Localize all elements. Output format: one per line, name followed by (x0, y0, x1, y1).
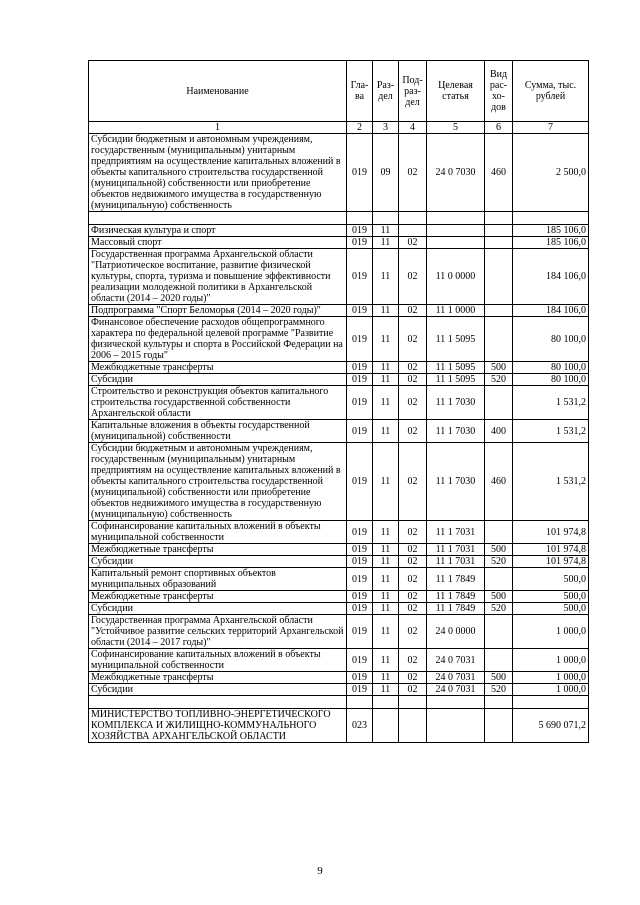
row-expense-type (485, 709, 513, 743)
row-name: Капитальный ремонт спортивных объектов муниципальных образований (89, 568, 347, 591)
row-sum: 184 106,0 (513, 249, 589, 305)
page-number: 9 (317, 865, 323, 877)
column-number: 7 (513, 122, 589, 134)
row-section: 11 (373, 521, 399, 544)
row-expense-type: 460 (485, 134, 513, 212)
row-sum: 80 100,0 (513, 374, 589, 386)
row-sum: 80 100,0 (513, 362, 589, 374)
row-sum: 1 000,0 (513, 684, 589, 696)
row-name (89, 212, 347, 225)
row-subsection: 02 (399, 603, 427, 615)
row-section: 11 (373, 544, 399, 556)
row-expense-type: 520 (485, 684, 513, 696)
table-row (89, 709, 589, 743)
row-sum (513, 696, 589, 709)
row-subsection: 02 (399, 374, 427, 386)
row-name: Межбюджетные трансферты (89, 672, 347, 684)
table-row (89, 374, 589, 386)
row-expense-type (485, 649, 513, 672)
row-target-article: 11 1 0000 (427, 305, 485, 317)
row-target-article: 24 0 7031 (427, 649, 485, 672)
row-name: Субсидии (89, 556, 347, 568)
row-name: Субсидии (89, 603, 347, 615)
row-target-article (427, 709, 485, 743)
row-sum: 184 106,0 (513, 305, 589, 317)
row-subsection (399, 696, 427, 709)
table-row (89, 591, 589, 603)
column-number: 1 (89, 122, 347, 134)
row-chapter: 019 (347, 386, 373, 420)
row-expense-type: 400 (485, 420, 513, 443)
row-expense-type: 520 (485, 556, 513, 568)
row-sum: 185 106,0 (513, 225, 589, 237)
row-target-article: 11 1 5095 (427, 374, 485, 386)
row-subsection: 02 (399, 684, 427, 696)
row-section: 11 (373, 362, 399, 374)
header-name: Наименование (89, 61, 347, 122)
row-expense-type: 500 (485, 672, 513, 684)
row-sum: 1 000,0 (513, 649, 589, 672)
row-target-article: 11 1 5095 (427, 317, 485, 362)
row-target-article: 11 1 7849 (427, 603, 485, 615)
row-subsection: 02 (399, 362, 427, 374)
row-sum: 1 000,0 (513, 615, 589, 649)
row-expense-type (485, 696, 513, 709)
row-target-article: 24 0 7030 (427, 134, 485, 212)
row-subsection (399, 212, 427, 225)
row-subsection: 02 (399, 521, 427, 544)
table-row (89, 237, 589, 249)
table-body (89, 134, 589, 743)
row-sum: 5 690 071,2 (513, 709, 589, 743)
row-section (373, 696, 399, 709)
row-chapter: 019 (347, 615, 373, 649)
row-sum: 500,0 (513, 591, 589, 603)
header-section: Раз-дел (373, 61, 399, 122)
row-section: 09 (373, 134, 399, 212)
row-name: Субсидии бюджетным и автономным учреждениям, государственным (муниципальным) унитарным предприятиям на осуществление капитальных вложений в объекты капитального строительства государственной (муниципальной) собственности или приобретение объектов недвижимого имущества в государственную (муниципальную) собственность (89, 134, 347, 212)
table-row (89, 603, 589, 615)
table-row (89, 225, 589, 237)
row-name: Межбюджетные трансферты (89, 362, 347, 374)
row-chapter: 019 (347, 672, 373, 684)
spacer-row (89, 696, 589, 709)
row-name: Субсидии (89, 684, 347, 696)
row-chapter: 019 (347, 556, 373, 568)
row-name: Физическая культура и спорт (89, 225, 347, 237)
row-expense-type: 520 (485, 374, 513, 386)
row-sum: 1 000,0 (513, 672, 589, 684)
row-expense-type: 520 (485, 603, 513, 615)
row-section: 11 (373, 615, 399, 649)
row-target-article: 11 1 7030 (427, 386, 485, 420)
header-row (89, 61, 589, 122)
row-target-article: 11 1 7849 (427, 591, 485, 603)
row-sum: 101 974,8 (513, 544, 589, 556)
row-target-article (427, 696, 485, 709)
row-section: 11 (373, 568, 399, 591)
table-row (89, 305, 589, 317)
table-row (89, 684, 589, 696)
row-name: Субсидии (89, 374, 347, 386)
row-chapter: 023 (347, 709, 373, 743)
row-subsection: 02 (399, 556, 427, 568)
row-section: 11 (373, 386, 399, 420)
row-chapter: 019 (347, 603, 373, 615)
row-target-article: 11 1 7030 (427, 443, 485, 521)
row-target-article: 24 0 0000 (427, 615, 485, 649)
column-number: 3 (373, 122, 399, 134)
header-chapter: Гла-ва (347, 61, 373, 122)
row-subsection: 02 (399, 591, 427, 603)
table-row (89, 672, 589, 684)
row-subsection: 02 (399, 237, 427, 249)
row-expense-type (485, 237, 513, 249)
column-number: 4 (399, 122, 427, 134)
header-target-article: Целевая статья (427, 61, 485, 122)
row-subsection: 02 (399, 615, 427, 649)
row-name: Межбюджетные трансферты (89, 544, 347, 556)
row-sum: 101 974,8 (513, 556, 589, 568)
row-subsection (399, 709, 427, 743)
row-section: 11 (373, 603, 399, 615)
row-chapter: 019 (347, 568, 373, 591)
row-expense-type (485, 305, 513, 317)
table-row (89, 615, 589, 649)
row-chapter: 019 (347, 249, 373, 305)
column-number: 2 (347, 122, 373, 134)
row-target-article: 24 0 7031 (427, 684, 485, 696)
row-section: 11 (373, 317, 399, 362)
row-name: Межбюджетные трансферты (89, 591, 347, 603)
row-name: Строительство и реконструкция объектов капитального строительства государственной собственности Архангельской области (89, 386, 347, 420)
table-row (89, 249, 589, 305)
row-name: Подпрограмма "Спорт Беломорья (2014 – 2020 годы)" (89, 305, 347, 317)
row-target-article: 11 1 7031 (427, 544, 485, 556)
row-sum: 101 974,8 (513, 521, 589, 544)
row-expense-type (485, 615, 513, 649)
row-expense-type (485, 249, 513, 305)
table-row (89, 386, 589, 420)
column-number: 5 (427, 122, 485, 134)
table-row (89, 362, 589, 374)
row-sum: 185 106,0 (513, 237, 589, 249)
header-subsection: Под-раз-дел (399, 61, 427, 122)
table-row (89, 649, 589, 672)
row-sum: 1 531,2 (513, 443, 589, 521)
row-expense-type (485, 521, 513, 544)
spacer-row (89, 212, 589, 225)
header-expense-type: Вид рас-хо-дов (485, 61, 513, 122)
row-subsection: 02 (399, 249, 427, 305)
row-chapter: 019 (347, 305, 373, 317)
row-expense-type: 460 (485, 443, 513, 521)
row-target-article (427, 237, 485, 249)
row-section: 11 (373, 249, 399, 305)
table-row (89, 556, 589, 568)
row-section: 11 (373, 237, 399, 249)
row-target-article (427, 212, 485, 225)
row-subsection: 02 (399, 134, 427, 212)
row-subsection: 02 (399, 649, 427, 672)
row-chapter: 019 (347, 544, 373, 556)
row-subsection: 02 (399, 317, 427, 362)
row-name: Государственная программа Архангельской области "Устойчивое развитие сельских территорий Архангельской области (2014 – 2017 годы)" (89, 615, 347, 649)
row-section: 11 (373, 443, 399, 521)
row-name: МИНИСТЕРСТВО ТОПЛИВНО-ЭНЕРГЕТИЧЕСКОГО КОМПЛЕКСА И ЖИЛИЩНО-КОММУНАЛЬНОГО ХОЗЯЙСТВА АРХАНГЕЛЬСКОЙ ОБЛАСТИ (89, 709, 347, 743)
row-sum: 500,0 (513, 568, 589, 591)
row-name: Финансовое обеспечение расходов общепрограммного характера по федеральной целевой программе "Развитие физической культуры и спорта в Российской Федерации на 2006 – 2015 годы" (89, 317, 347, 362)
row-sum: 1 531,2 (513, 386, 589, 420)
row-section: 11 (373, 556, 399, 568)
row-expense-type: 500 (485, 544, 513, 556)
row-name: Софинансирование капитальных вложений в объекты муниципальной собственности (89, 649, 347, 672)
row-section: 11 (373, 649, 399, 672)
row-section: 11 (373, 374, 399, 386)
row-sum (513, 212, 589, 225)
row-chapter (347, 212, 373, 225)
row-chapter: 019 (347, 225, 373, 237)
row-expense-type (485, 386, 513, 420)
table-row (89, 317, 589, 362)
row-expense-type (485, 317, 513, 362)
row-expense-type (485, 568, 513, 591)
budget-table (88, 60, 589, 743)
row-chapter: 019 (347, 521, 373, 544)
row-target-article: 11 1 7031 (427, 521, 485, 544)
table-row (89, 544, 589, 556)
row-expense-type (485, 212, 513, 225)
row-expense-type: 500 (485, 591, 513, 603)
row-section: 11 (373, 225, 399, 237)
row-subsection (399, 225, 427, 237)
row-name: Массовый спорт (89, 237, 347, 249)
row-chapter: 019 (347, 317, 373, 362)
row-name: Капитальные вложения в объекты государственной (муниципальной) собственности (89, 420, 347, 443)
row-name: Государственная программа Архангельской области "Патриотическое воспитание, развитие физической культуры, спорта, туризма и повышение эффективности реализации молодежной политики в Архангельской области (2014 – 2020 годы)" (89, 249, 347, 305)
row-chapter: 019 (347, 591, 373, 603)
column-number-row (89, 122, 589, 134)
row-chapter: 019 (347, 443, 373, 521)
row-subsection: 02 (399, 420, 427, 443)
column-number: 6 (485, 122, 513, 134)
row-subsection: 02 (399, 544, 427, 556)
row-section: 11 (373, 672, 399, 684)
row-sum: 1 531,2 (513, 420, 589, 443)
row-name: Софинансирование капитальных вложений в объекты муниципальной собственности (89, 521, 347, 544)
row-chapter: 019 (347, 684, 373, 696)
table-row (89, 568, 589, 591)
row-subsection: 02 (399, 386, 427, 420)
row-name: Субсидии бюджетным и автономным учреждениям, государственным (муниципальным) унитарным предприятиям на осуществление капитальных вложений в объекты капитального строительства государственной (муниципальной) собственности или приобретение объектов недвижимого имущества в государственную (муниципальную) собственность (89, 443, 347, 521)
header-sum: Сумма, тыс. рублей (513, 61, 589, 122)
row-target-article: 11 0 0000 (427, 249, 485, 305)
row-section: 11 (373, 420, 399, 443)
row-expense-type (485, 225, 513, 237)
row-name (89, 696, 347, 709)
row-chapter: 019 (347, 649, 373, 672)
row-subsection: 02 (399, 443, 427, 521)
row-chapter: 019 (347, 134, 373, 212)
row-target-article: 11 1 7849 (427, 568, 485, 591)
row-sum: 500,0 (513, 603, 589, 615)
row-target-article: 11 1 5095 (427, 362, 485, 374)
table-row (89, 521, 589, 544)
row-subsection: 02 (399, 568, 427, 591)
row-chapter: 019 (347, 420, 373, 443)
table-row (89, 134, 589, 212)
row-subsection: 02 (399, 672, 427, 684)
table-row (89, 443, 589, 521)
row-chapter: 019 (347, 362, 373, 374)
row-section: 11 (373, 591, 399, 603)
row-sum: 80 100,0 (513, 317, 589, 362)
row-sum: 2 500,0 (513, 134, 589, 212)
row-target-article: 11 1 7030 (427, 420, 485, 443)
row-section (373, 212, 399, 225)
row-section: 11 (373, 305, 399, 317)
row-section (373, 709, 399, 743)
row-target-article: 24 0 7031 (427, 672, 485, 684)
row-expense-type: 500 (485, 362, 513, 374)
table-row (89, 420, 589, 443)
row-chapter (347, 696, 373, 709)
row-target-article: 11 1 7031 (427, 556, 485, 568)
row-section: 11 (373, 684, 399, 696)
row-target-article (427, 225, 485, 237)
row-chapter: 019 (347, 374, 373, 386)
row-chapter: 019 (347, 237, 373, 249)
row-subsection: 02 (399, 305, 427, 317)
